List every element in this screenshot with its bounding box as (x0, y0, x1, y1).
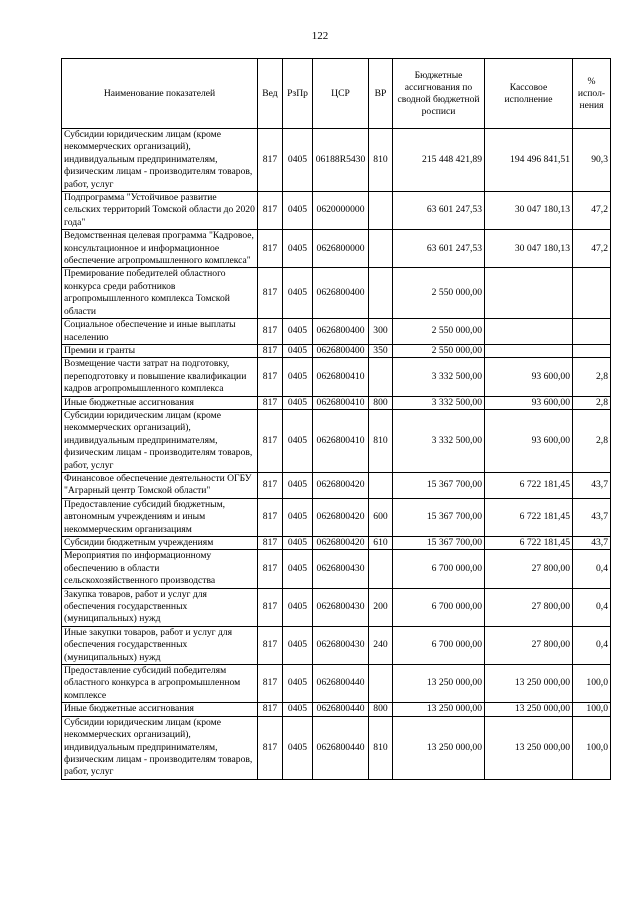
row-csr: 0626800410 (313, 409, 369, 472)
row-assignments: 215 448 421,89 (393, 129, 485, 192)
row-csr: 0626800430 (313, 588, 369, 626)
row-assignments: 15 367 700,00 (393, 498, 485, 536)
row-assignments: 2 550 000,00 (393, 319, 485, 345)
row-assignments: 13 250 000,00 (393, 703, 485, 716)
row-assignments: 15 367 700,00 (393, 472, 485, 498)
row-ved: 817 (258, 129, 283, 192)
table-row (62, 588, 611, 626)
header-ved: Вед (258, 59, 283, 129)
table-row (62, 358, 611, 396)
row-assignments: 3 332 500,00 (393, 396, 485, 409)
row-vr: 810 (369, 129, 393, 192)
row-cash-execution: 6 722 181,45 (485, 537, 573, 550)
row-percent: 0,4 (573, 626, 611, 664)
row-rzpr: 0405 (283, 396, 313, 409)
row-csr: 0626800440 (313, 703, 369, 716)
row-name: Финансовое обеспечение деятельности ОГБУ "Аграрный центр Томской области" (62, 472, 258, 498)
row-csr: 0626800400 (313, 268, 369, 319)
table-row (62, 472, 611, 498)
row-name: Иные бюджетные ассигнования (62, 396, 258, 409)
row-vr: 200 (369, 588, 393, 626)
row-cash-execution: 27 800,00 (485, 626, 573, 664)
row-percent (573, 344, 611, 357)
row-percent: 47,2 (573, 192, 611, 230)
row-rzpr: 0405 (283, 344, 313, 357)
row-percent: 0,4 (573, 588, 611, 626)
row-ved: 817 (258, 716, 283, 779)
row-cash-execution: 13 250 000,00 (485, 703, 573, 716)
table-row (62, 129, 611, 192)
table-row (62, 626, 611, 664)
row-rzpr: 0405 (283, 588, 313, 626)
row-percent: 2,8 (573, 409, 611, 472)
row-cash-execution (485, 344, 573, 357)
row-name: Субсидии бюджетным учреждениям (62, 537, 258, 550)
row-percent: 2,8 (573, 358, 611, 396)
row-csr: 0626800430 (313, 550, 369, 588)
row-ved: 817 (258, 703, 283, 716)
row-rzpr: 0405 (283, 472, 313, 498)
row-name: Премирование победителей областного конкурса среди работников агропромышленного комплекса Томской области (62, 268, 258, 319)
row-percent: 100,0 (573, 716, 611, 779)
row-name: Предоставление субсидий бюджетным, автономным учреждениям и иным некоммерческим организациям (62, 498, 258, 536)
row-rzpr: 0405 (283, 716, 313, 779)
row-ved: 817 (258, 344, 283, 357)
row-name: Субсидии юридическим лицам (кроме некоммерческих организаций), индивидуальным предпринимателям, физическим лицам - производителям товаров, работ, услуг (62, 129, 258, 192)
row-cash-execution: 93 600,00 (485, 396, 573, 409)
row-csr: 0626800400 (313, 344, 369, 357)
row-assignments: 2 550 000,00 (393, 268, 485, 319)
row-vr (369, 472, 393, 498)
row-ved: 817 (258, 626, 283, 664)
row-rzpr: 0405 (283, 498, 313, 536)
page-number: 122 (311, 30, 329, 42)
row-assignments: 13 250 000,00 (393, 716, 485, 779)
row-vr: 800 (369, 396, 393, 409)
row-percent: 43,7 (573, 472, 611, 498)
row-rzpr: 0405 (283, 358, 313, 396)
row-percent: 0,4 (573, 550, 611, 588)
row-percent: 90,3 (573, 129, 611, 192)
table-row (62, 344, 611, 357)
row-vr: 300 (369, 319, 393, 345)
row-ved: 817 (258, 192, 283, 230)
row-vr: 800 (369, 703, 393, 716)
table-row (62, 319, 611, 345)
row-rzpr: 0405 (283, 550, 313, 588)
row-cash-execution: 13 250 000,00 (485, 716, 573, 779)
header-cash-execution: Кассовое исполнение (485, 59, 573, 129)
row-vr: 240 (369, 626, 393, 664)
row-rzpr: 0405 (283, 665, 313, 703)
row-ved: 817 (258, 319, 283, 345)
row-cash-execution: 6 722 181,45 (485, 472, 573, 498)
row-cash-execution: 27 800,00 (485, 588, 573, 626)
header-rzpr: РзПр (283, 59, 313, 129)
table-row (62, 268, 611, 319)
row-percent: 43,7 (573, 498, 611, 536)
table-row (62, 537, 611, 550)
row-ved: 817 (258, 498, 283, 536)
table-row (62, 409, 611, 472)
table-row (62, 665, 611, 703)
row-ved: 817 (258, 588, 283, 626)
row-ved: 817 (258, 396, 283, 409)
row-percent (573, 319, 611, 345)
header-percent: % испол-нения (573, 59, 611, 129)
row-vr (369, 268, 393, 319)
row-cash-execution: 194 496 841,51 (485, 129, 573, 192)
row-rzpr: 0405 (283, 319, 313, 345)
row-assignments: 3 332 500,00 (393, 409, 485, 472)
row-csr: 0626800420 (313, 472, 369, 498)
row-rzpr: 0405 (283, 626, 313, 664)
row-csr: 0626800410 (313, 396, 369, 409)
row-cash-execution: 27 800,00 (485, 550, 573, 588)
row-assignments: 6 700 000,00 (393, 550, 485, 588)
row-csr: 0626800430 (313, 626, 369, 664)
row-percent: 2,8 (573, 396, 611, 409)
row-ved: 817 (258, 472, 283, 498)
row-vr: 600 (369, 498, 393, 536)
row-name: Возмещение части затрат на подготовку, переподготовку и повышение квалификации кадров агропромышленного комплекса (62, 358, 258, 396)
row-vr: 350 (369, 344, 393, 357)
table-body (62, 129, 611, 780)
row-csr: 0626800400 (313, 319, 369, 345)
row-csr: 0620000000 (313, 192, 369, 230)
row-csr: 0626800420 (313, 537, 369, 550)
row-percent: 47,2 (573, 230, 611, 268)
row-rzpr: 0405 (283, 230, 313, 268)
row-cash-execution: 13 250 000,00 (485, 665, 573, 703)
table-row (62, 230, 611, 268)
row-percent: 100,0 (573, 665, 611, 703)
row-csr: 0626800410 (313, 358, 369, 396)
row-name: Субсидии юридическим лицам (кроме некоммерческих организаций), индивидуальным предпринимателям, физическим лицам - производителям товаров, работ, услуг (62, 409, 258, 472)
table-row (62, 716, 611, 779)
table-row (62, 396, 611, 409)
table-header-row (62, 59, 611, 129)
row-rzpr: 0405 (283, 537, 313, 550)
header-assignments: Бюджетные ассигнования по сводной бюджетной росписи (393, 59, 485, 129)
row-assignments: 6 700 000,00 (393, 588, 485, 626)
row-vr (369, 550, 393, 588)
header-name: Наименование показателей (62, 59, 258, 129)
row-vr (369, 665, 393, 703)
row-name: Предоставление субсидий победителям областного конкурса в агропромышленном комплексе (62, 665, 258, 703)
row-cash-execution: 93 600,00 (485, 409, 573, 472)
row-vr: 810 (369, 716, 393, 779)
row-rzpr: 0405 (283, 409, 313, 472)
row-csr: 0626800440 (313, 716, 369, 779)
row-assignments: 15 367 700,00 (393, 537, 485, 550)
row-cash-execution: 30 047 180,13 (485, 192, 573, 230)
row-cash-execution: 93 600,00 (485, 358, 573, 396)
row-rzpr: 0405 (283, 129, 313, 192)
row-name: Мероприятия по информационному обеспечению в области сельскохозяйственного производства (62, 550, 258, 588)
row-ved: 817 (258, 537, 283, 550)
row-assignments: 3 332 500,00 (393, 358, 485, 396)
row-name: Ведомственная целевая программа "Кадровое, консультационное и информационное обеспечение агропромышленного комплекса" (62, 230, 258, 268)
row-csr: 0626800440 (313, 665, 369, 703)
row-ved: 817 (258, 358, 283, 396)
row-cash-execution (485, 268, 573, 319)
table-row (62, 192, 611, 230)
row-rzpr: 0405 (283, 192, 313, 230)
table-row (62, 498, 611, 536)
row-ved: 817 (258, 268, 283, 319)
row-assignments: 63 601 247,53 (393, 230, 485, 268)
row-ved: 817 (258, 665, 283, 703)
row-cash-execution: 30 047 180,13 (485, 230, 573, 268)
row-ved: 817 (258, 550, 283, 588)
row-name: Иные закупки товаров, работ и услуг для обеспечения государственных (муниципальных) нужд (62, 626, 258, 664)
header-vr: ВР (369, 59, 393, 129)
row-percent: 43,7 (573, 537, 611, 550)
row-vr (369, 192, 393, 230)
row-rzpr: 0405 (283, 703, 313, 716)
row-name: Премии и гранты (62, 344, 258, 357)
row-name: Закупка товаров, работ и услуг для обеспечения государственных (муниципальных) нужд (62, 588, 258, 626)
row-name: Социальное обеспечение и иные выплаты населению (62, 319, 258, 345)
row-name: Субсидии юридическим лицам (кроме некоммерческих организаций), индивидуальным предпринимателям, физическим лицам - производителям товаров, работ, услуг (62, 716, 258, 779)
row-name: Иные бюджетные ассигнования (62, 703, 258, 716)
budget-table (61, 58, 611, 780)
row-name: Подпрограмма "Устойчивое развитие сельских территорий Томской области до 2020 года" (62, 192, 258, 230)
row-percent: 100,0 (573, 703, 611, 716)
row-assignments: 63 601 247,53 (393, 192, 485, 230)
row-vr: 810 (369, 409, 393, 472)
row-csr: 06188R5430 (313, 129, 369, 192)
row-vr: 610 (369, 537, 393, 550)
table-row (62, 703, 611, 716)
row-assignments: 13 250 000,00 (393, 665, 485, 703)
row-percent (573, 268, 611, 319)
row-assignments: 2 550 000,00 (393, 344, 485, 357)
row-csr: 0626800000 (313, 230, 369, 268)
row-assignments: 6 700 000,00 (393, 626, 485, 664)
row-ved: 817 (258, 409, 283, 472)
row-csr: 0626800420 (313, 498, 369, 536)
row-vr (369, 358, 393, 396)
row-cash-execution: 6 722 181,45 (485, 498, 573, 536)
table-row (62, 550, 611, 588)
row-cash-execution (485, 319, 573, 345)
row-rzpr: 0405 (283, 268, 313, 319)
row-vr (369, 230, 393, 268)
row-ved: 817 (258, 230, 283, 268)
header-csr: ЦСР (313, 59, 369, 129)
